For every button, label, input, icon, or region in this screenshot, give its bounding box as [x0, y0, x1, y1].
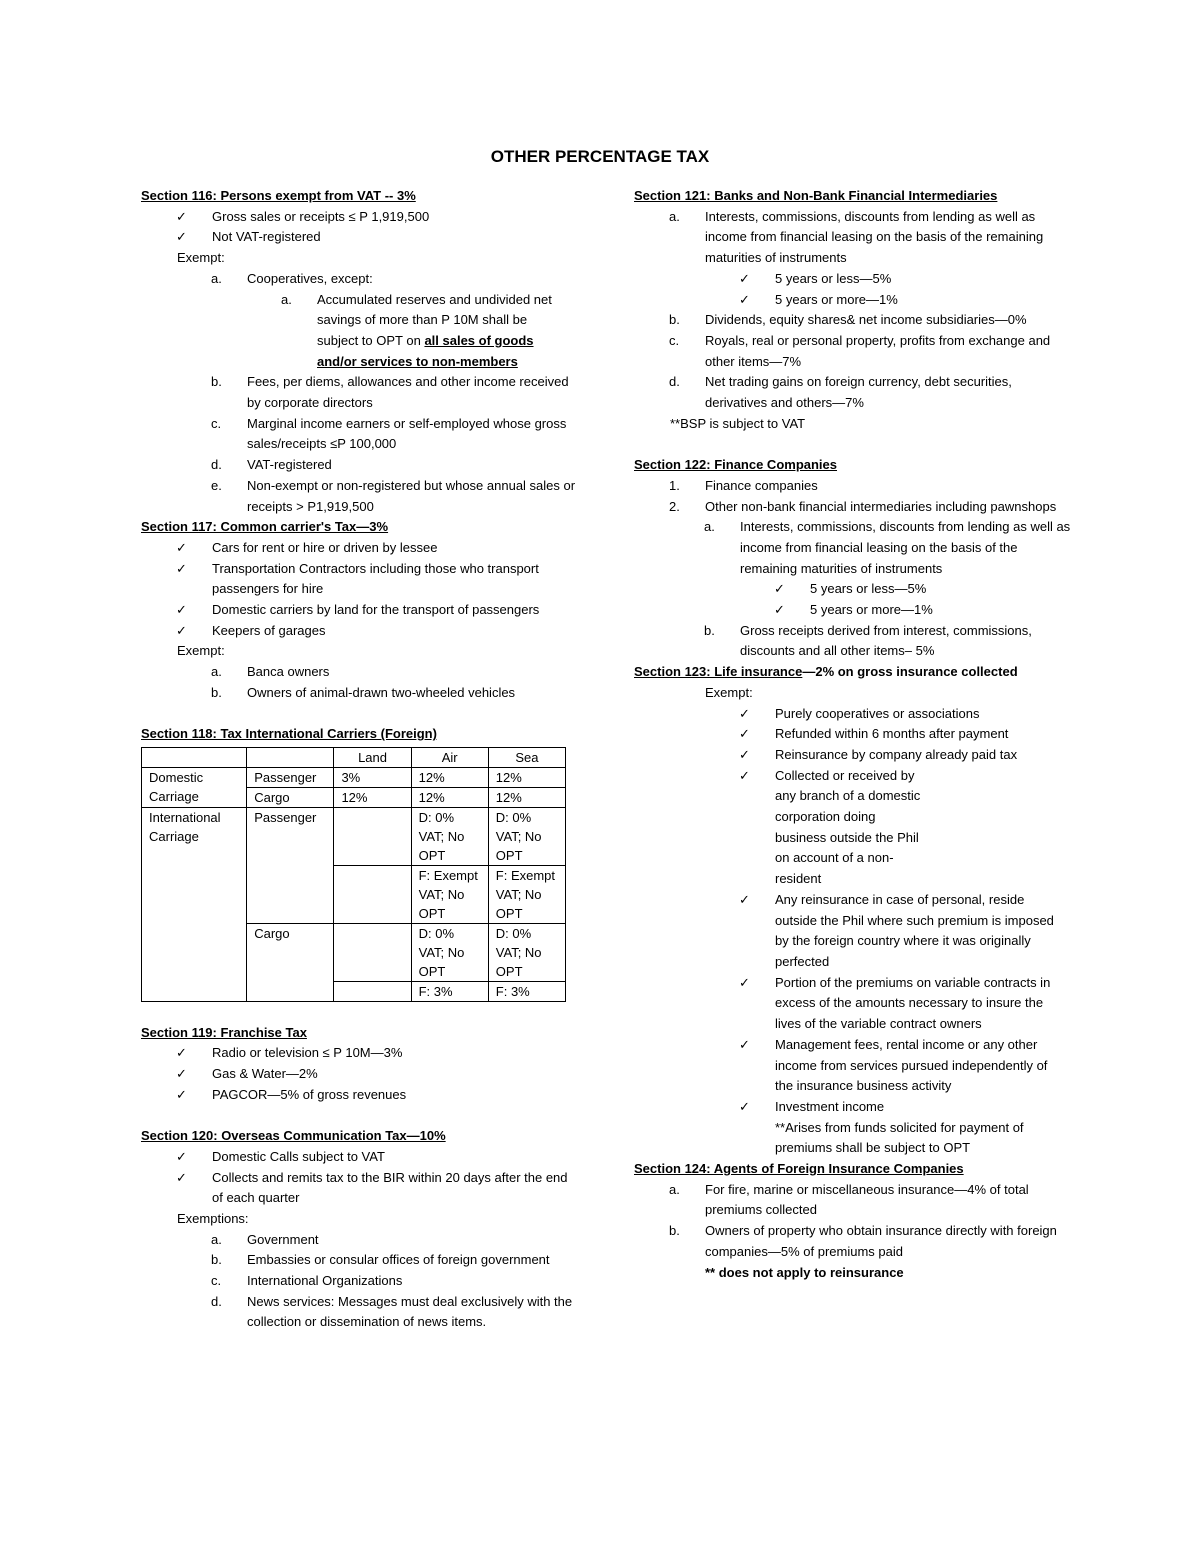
check-icon: ✓	[739, 270, 750, 286]
check-item: ✓ Cars for rent or hire or driven by lessee	[141, 538, 581, 559]
list-item: a. Accumulated reserves and undivided net savings of more than P 10M shall be subject to OPT on all sales of goods and/or services to non-members	[281, 291, 552, 369]
check-item: ✓ Reinsurance by company already paid tax	[634, 745, 1074, 766]
exempt-label: Exempt:	[177, 643, 225, 659]
list-item: c. Royals, real or personal property, profits from exchange and other items—7%	[669, 332, 1051, 369]
check-item: ✓ Transportation Contractors including those who transport passengers for hire	[141, 559, 581, 600]
check-icon: ✓	[176, 560, 187, 576]
list-item: a. For fire, marine or miscellaneous insurance—4% of total premiums collected	[669, 1181, 1029, 1218]
list-item: b. Gross receipts derived from interest, commissions, discounts and all other items– 5%	[704, 622, 1032, 659]
check-icon: ✓	[739, 1098, 750, 1114]
list-item: a. Government	[211, 1231, 319, 1247]
list-item: 2. Other non-bank financial intermediaries including pawnshops	[669, 498, 1057, 514]
check-icon: ✓	[739, 974, 750, 990]
check-icon: ✓	[739, 746, 750, 762]
check-item: ✓ Keepers of garages	[141, 621, 581, 642]
check-item: ✓ Portion of the premiums on variable contracts in excess of the amounts necessary to insure the lives of the variable contract owners	[634, 973, 1074, 1035]
note: **Arises from funds solicited for payment of premiums shall be subject to OPT	[775, 1119, 1024, 1156]
section-116-heading: Section 116: Persons exempt from VAT -- 3%	[141, 188, 416, 203]
check-item: ✓ Domestic carriers by land for the transport of passengers	[141, 600, 581, 621]
list-item: a. Banca owners	[211, 664, 330, 680]
check-icon: ✓	[739, 705, 750, 721]
section-121-heading: Section 121: Banks and Non-Bank Financial Intermediaries	[634, 188, 998, 203]
check-icon: ✓	[774, 581, 785, 597]
check-item: ✓ 5 years or less—5%	[634, 579, 1074, 600]
check-item: ✓ 5 years or more—1%	[634, 600, 1074, 621]
list-item: c. Marginal income earners or self-employed whose gross sales/receipts ≤P 100,000	[211, 415, 567, 452]
check-icon: ✓	[176, 1148, 187, 1164]
check-icon: ✓	[176, 1066, 187, 1082]
check-item: ✓ Collects and remits tax to the BIR within 20 days after the end of each quarter	[141, 1168, 581, 1209]
list-item: d. Net trading gains on foreign currency, debt securities, derivatives and others—7%	[669, 374, 1012, 411]
check-icon: ✓	[774, 602, 785, 618]
list-item: b. Owners of property who obtain insurance directly with foreign companies—5% of premiums paid	[669, 1223, 1057, 1259]
table-row: Domestic Carriage Passenger 3% 12% 12%	[142, 767, 566, 787]
list-item: d. News services: Messages must deal exclusively with the collection or dissemination of news items.	[211, 1293, 573, 1330]
check-icon: ✓	[176, 602, 187, 618]
section-120-heading: Section 120: Overseas Communication Tax—10%	[141, 1128, 446, 1144]
check-item: ✓ Any reinsurance in case of personal, reside outside the Phil where such premium is imposed by the foreign country where it was originally perfected	[634, 890, 1074, 973]
check-item: ✓ 5 years or more—1%	[634, 290, 1074, 311]
check-item: ✓ Collected or received by any branch of a domestic corporation doing business outside the Phil on account of a non-resident	[634, 766, 1074, 890]
list-item: a. Interests, commissions, discounts from lending as well as income from financial leasing on the basis of the remaining maturities of instruments	[669, 208, 1044, 266]
table-row: F: 3% F: 3%	[142, 981, 566, 1001]
table-row: Cargo 12% 12% 12%	[142, 787, 566, 807]
list-item: b. Fees, per diems, allowances and other income received by corporate directors	[211, 374, 569, 411]
check-item: ✓ Gas & Water—2%	[141, 1064, 581, 1085]
check-item: ✓ Radio or television ≤ P 10M—3%	[141, 1043, 581, 1064]
section-119-heading: Section 119: Franchise Tax	[141, 1024, 307, 1040]
left-column	[141, 186, 581, 1333]
check-icon: ✓	[176, 208, 187, 224]
check-item: ✓ Not VAT-registered	[141, 227, 581, 248]
note: **BSP is subject to VAT	[670, 415, 806, 431]
table-row: Cargo D: 0% VAT; No OPT D: 0% VAT; No OPT	[142, 923, 566, 981]
check-item: ✓ Investment income	[634, 1097, 1074, 1118]
check-item: ✓ Domestic Calls subject to VAT	[141, 1147, 581, 1168]
section-117-heading: Section 117: Common carrier's Tax—3%	[141, 519, 389, 535]
list-item: e. Non-exempt or non-registered but whose annual sales or receipts > P1,919,500	[211, 477, 576, 514]
check-icon: ✓	[176, 229, 187, 245]
list-item: c. International Organizations	[211, 1273, 403, 1289]
check-item: ✓ Management fees, rental income or any other income from services pursued independently of the insurance business activity	[634, 1035, 1074, 1097]
check-item: ✓ Refunded within 6 months after payment	[634, 724, 1074, 745]
check-icon: ✓	[176, 1169, 187, 1185]
carriers-table	[141, 747, 566, 1002]
list-item: b. Owners of animal-drawn two-wheeled vehicles	[211, 684, 516, 700]
note: ** does not apply to reinsurance	[705, 1264, 904, 1280]
check-icon: ✓	[739, 767, 750, 783]
section-118-heading: Section 118: Tax International Carriers (Foreign)	[141, 726, 437, 742]
section-123-heading: Section 123: Life insurance—2% on gross insurance collected	[634, 664, 1018, 680]
check-icon: ✓	[739, 726, 750, 742]
check-icon: ✓	[176, 539, 187, 555]
section-122-heading: Section 122: Finance Companies	[634, 457, 838, 473]
check-icon: ✓	[739, 891, 750, 907]
exempt-label: Exempt:	[705, 684, 753, 700]
check-icon: ✓	[739, 1036, 750, 1052]
list-item: a. Interests, commissions, discounts from lending as well as income from financial leasing on the basis of the remaining maturities of instruments	[704, 519, 1071, 576]
list-item: 1. Finance companies	[669, 477, 818, 493]
exemptions-label: Exemptions:	[177, 1210, 249, 1226]
page-title: OTHER PERCENTAGE TAX	[490, 147, 710, 166]
check-item: ✓ 5 years or less—5%	[634, 269, 1074, 290]
table-row: International Carriage Passenger D: 0% VAT; No OPT D: 0% VAT; No OPT	[142, 807, 566, 865]
list-item: d. VAT-registered	[211, 457, 332, 473]
check-icon: ✓	[739, 291, 750, 307]
list-item: a. Cooperatives, except:	[211, 270, 373, 286]
check-item: ✓ Gross sales or receipts ≤ P 1,919,500	[141, 207, 581, 228]
check-icon: ✓	[176, 1086, 187, 1102]
list-item: b. Dividends, equity shares& net income subsidiaries—0%	[669, 312, 1027, 328]
right-column	[634, 186, 1074, 1283]
section-124-heading: Section 124: Agents of Foreign Insurance Companies	[634, 1161, 964, 1177]
check-icon: ✓	[176, 1045, 187, 1061]
check-icon: ✓	[176, 622, 187, 638]
check-item: ✓ Purely cooperatives or associations	[634, 704, 1074, 725]
table-header-row: Land Air Sea	[142, 747, 566, 767]
exempt-label: Exempt:	[177, 250, 225, 266]
table-row: F: Exempt VAT; No OPT F: Exempt VAT; No OPT	[142, 865, 566, 923]
check-item: ✓ PAGCOR—5% of gross revenues	[141, 1085, 581, 1106]
list-item: b. Embassies or consular offices of foreign government	[211, 1252, 550, 1268]
